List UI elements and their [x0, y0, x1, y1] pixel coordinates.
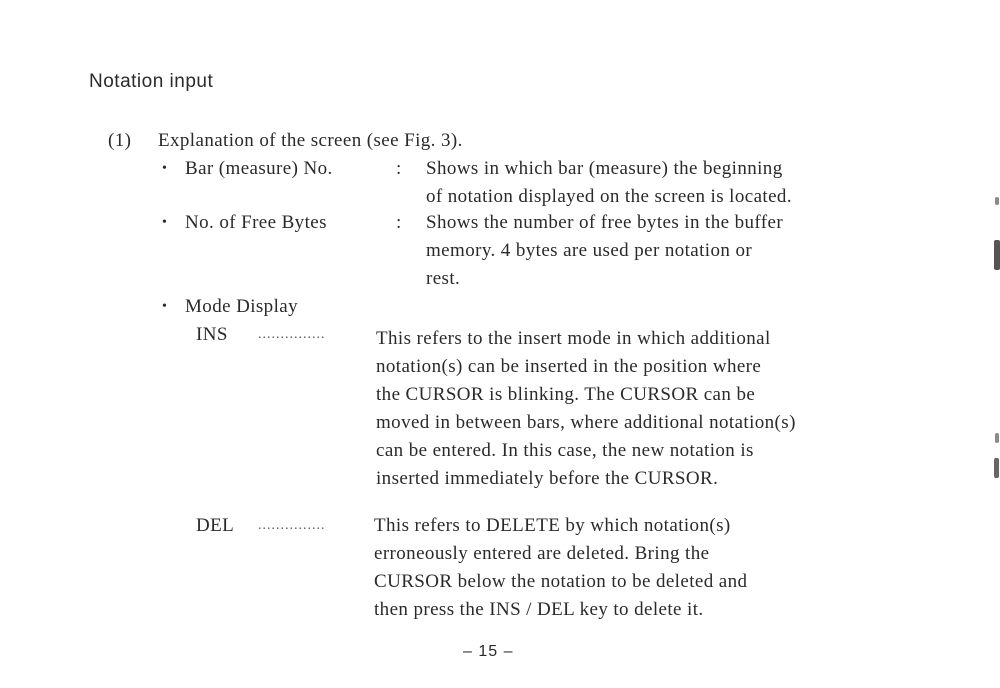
mode-display-label: Mode Display: [185, 296, 298, 317]
mode-description-line: This refers to the insert mode in which additional: [376, 328, 771, 349]
bullet-marker: •: [162, 215, 168, 230]
entry-label-free-bytes: No. of Free Bytes: [185, 212, 327, 233]
scan-smudge: [995, 197, 999, 205]
entry-label-bar-no: Bar (measure) No.: [185, 158, 333, 179]
mode-description-line: the CURSOR is blinking. The CURSOR can be: [376, 384, 756, 405]
mode-description-line: This refers to DELETE by which notation(s): [374, 515, 731, 536]
scan-smudge: [994, 458, 999, 478]
scan-smudge: [995, 433, 999, 443]
mode-description-line: CURSOR below the notation to be deleted and: [374, 571, 748, 592]
mode-description-line: erroneously entered are deleted. Bring the: [374, 543, 710, 564]
scan-smudge: [994, 240, 1000, 270]
mode-description-line: then press the INS / DEL key to delete it.: [374, 599, 704, 620]
mode-name-del: DEL: [196, 515, 235, 536]
item-title: Explanation of the screen (see Fig. 3).: [158, 130, 463, 151]
mode-name-ins: INS: [196, 324, 228, 345]
entry-description-line: rest.: [426, 268, 461, 289]
entry-description-line: memory. 4 bytes are used per notation or: [426, 240, 753, 261]
section-heading: Notation input: [89, 71, 214, 92]
dot-leader: ...............: [258, 327, 326, 342]
entry-separator: :: [396, 158, 402, 179]
mode-description-line: can be entered. In this case, the new notation is: [376, 440, 754, 461]
entry-description-line: Shows in which bar (measure) the beginning: [426, 158, 783, 179]
page-number: – 15 –: [463, 643, 514, 660]
entry-description-line: Shows the number of free bytes in the buffer: [426, 212, 784, 233]
mode-description-line: inserted immediately before the CURSOR.: [376, 468, 719, 489]
dot-leader: ...............: [258, 518, 326, 533]
item-number: (1): [108, 130, 132, 151]
bullet-marker: •: [162, 299, 168, 314]
mode-description-line: moved in between bars, where additional notation(s): [376, 412, 796, 433]
mode-description-line: notation(s) can be inserted in the position where: [376, 356, 762, 377]
entry-description-line: of notation displayed on the screen is located.: [426, 186, 792, 207]
bullet-marker: •: [162, 161, 168, 176]
entry-separator: :: [396, 212, 402, 233]
